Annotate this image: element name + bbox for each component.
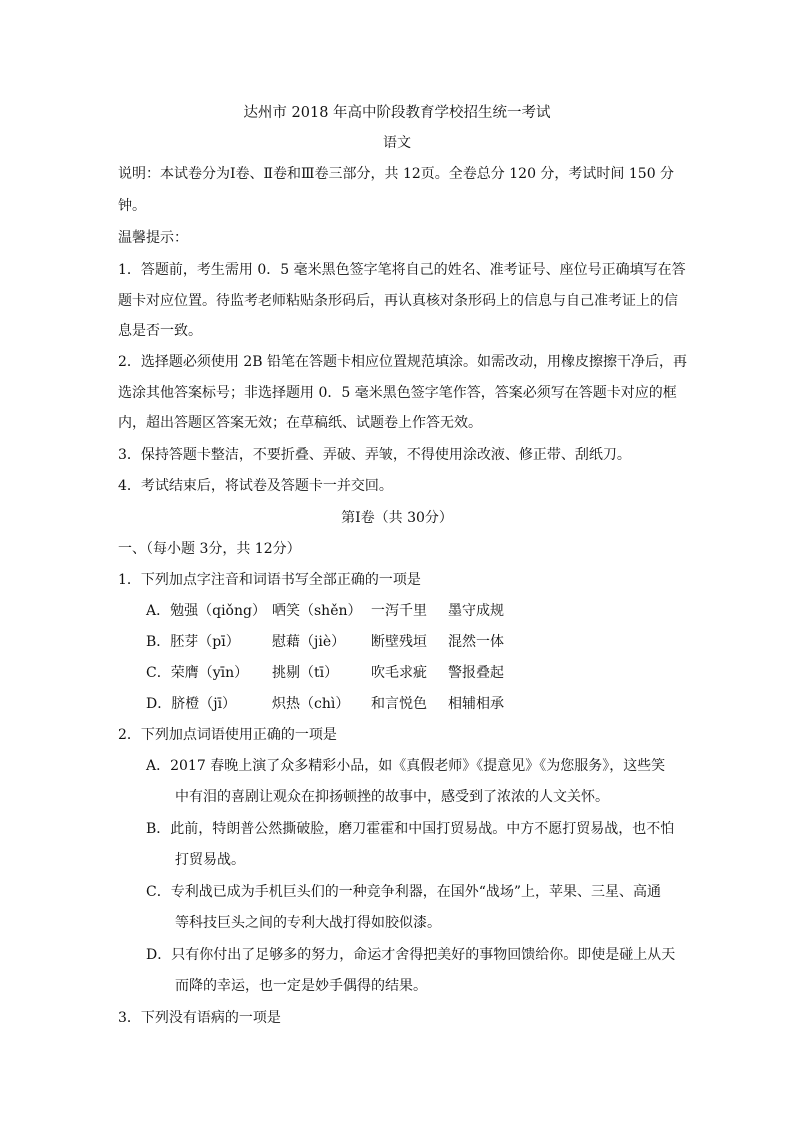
q2-option-a-line: A．2017 春晚上演了众多精彩小品，如《真假老师》《提意见》《为您服务》，这些笑 (146, 758, 666, 774)
question-3-stem: 3．下列没有语病的一项是 (118, 1010, 281, 1026)
q1-option-d-word3: 和言悦色 (371, 696, 427, 712)
q1-option-c-word1: C．荣膺（yīn） (146, 665, 249, 681)
tip-2-line: 2．选择题必须使用 2B 铅笔在答题卡相应位置规范填涂。如需改动，用橡皮擦擦干净后，再 (118, 354, 688, 370)
q2-option-a-line: 中有泪的喜剧让观众在抑扬顿挫的故事中，感受到了浓浓的人文关怀。 (175, 789, 609, 805)
q1-option-b-word4: 混然一体 (448, 634, 504, 650)
intro-line: 说明：本试卷分为Ⅰ卷、Ⅱ卷和Ⅲ卷三部分，共 12页。全卷总分 120 分，考试时间 150 分 (118, 166, 675, 182)
q1-option-a-word4: 墨守成规 (448, 603, 504, 619)
q1-option-d-word2: 炽热（chì） (272, 696, 350, 712)
tip-1-line: 题卡对应位置。待监考老师粘贴条形码后，再认真核对条形码上的信息与自己准考证上的信 (118, 293, 678, 309)
q1-option-d-word1: D．脐橙（jī） (146, 696, 237, 712)
q2-option-d-line: 而降的幸运，也一定是妙手偶得的结果。 (175, 978, 427, 994)
subject-title: 语文 (383, 135, 411, 151)
intro-line: 钟。 (118, 198, 146, 214)
q2-option-b-line: 打贸易战。 (175, 852, 245, 868)
q2-option-d-line: D．只有你付出了足够多的努力，命运才舍得把美好的事物回馈给你。即使是碰上从天 (146, 947, 676, 963)
q1-option-c-word3: 吹毛求疵 (371, 665, 427, 681)
tip-4: 4．考试结束后，将试卷及答题卡一并交回。 (118, 478, 393, 494)
tip-2-line: 选涂其他答案标号；非选择题用 0．5 毫米黑色签字笔作答，答案必须写在答题卡对应的框 (118, 385, 677, 401)
q1-option-c-word4: 警报叠起 (448, 665, 504, 681)
q1-option-b-word2: 慰藉（jiè） (272, 634, 346, 650)
section-title: 第Ⅰ卷（共 30分） (341, 510, 453, 526)
q1-option-b-word1: B．胚芽（pī） (146, 634, 240, 650)
q1-option-b-word3: 断壁残垣 (371, 634, 427, 650)
q1-option-a-word3: 一泻千里 (371, 603, 427, 619)
exam-title: 达州市 2018 年高中阶段教育学校招生统一考试 (243, 105, 551, 121)
part-heading: 一、（每小题 3分，共 12分） (118, 541, 301, 557)
question-2-stem: 2．下列加点词语使用正确的一项是 (118, 727, 337, 743)
tip-1-line: 1．答题前，考生需用 0．5 毫米黑色签字笔将自己的姓名、准考证号、座位号正确填写在答 (118, 262, 686, 278)
tips-heading: 温馨提示： (118, 230, 188, 246)
q1-option-a-word2: 哂笑（shěn） (272, 603, 362, 619)
q2-option-c-line: 等科技巨头之间的专利大战打得如胶似漆。 (175, 915, 441, 931)
tip-2-line: 内，超出答题区答案无效；在草稿纸、试题卷上作答无效。 (118, 415, 482, 431)
tip-3: 3．保持答题卡整洁，不要折叠、弄破、弄皱，不得使用涂改液、修正带、刮纸刀。 (118, 447, 631, 463)
q1-option-d-word4: 相辅相承 (448, 696, 504, 712)
q1-option-c-word2: 挑剔（tī） (272, 665, 339, 681)
tip-1-line: 息是否一致。 (118, 323, 202, 339)
q1-option-a-word1: A．勉强（qiǒng） (146, 603, 266, 619)
q2-option-c-line: C．专利战已成为手机巨头们的一种竞争利器，在国外“战场”上，苹果、三星、高通 (146, 884, 662, 900)
question-1-stem: 1．下列加点字注音和词语书写全部正确的一项是 (118, 572, 421, 588)
q2-option-b-line: B．此前，特朗普公然撕破脸，磨刀霍霍和中国打贸易战。中方不愿打贸易战，也不怕 (146, 821, 675, 837)
